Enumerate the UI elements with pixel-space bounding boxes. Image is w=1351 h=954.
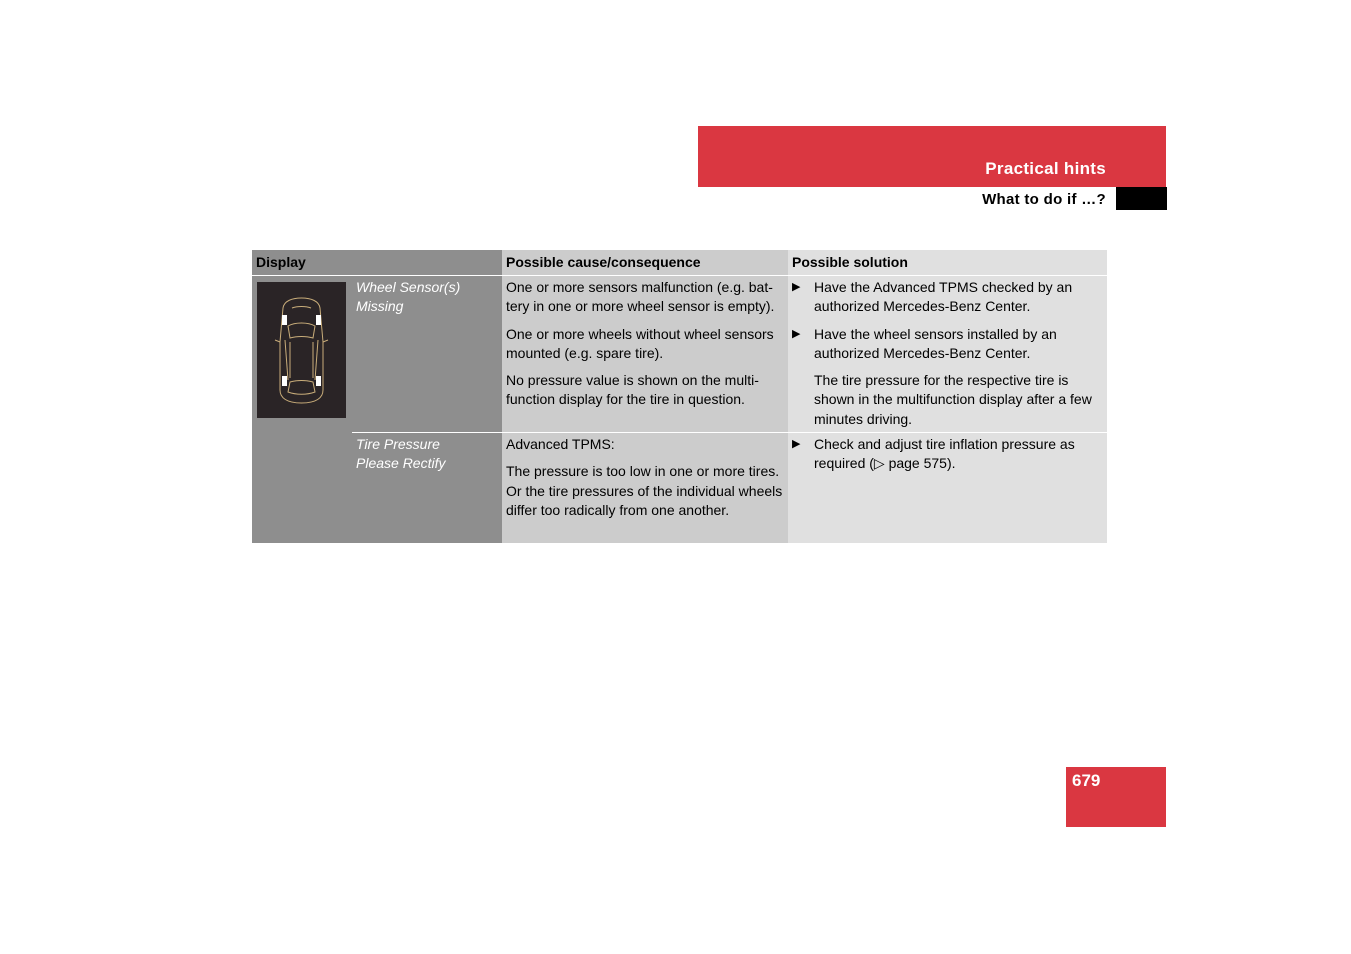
- solution-item: ▶ Have the Advanced TPMS checked by an authorized Mercedes-Benz Center.: [792, 278, 1101, 317]
- cause-cell: [502, 276, 788, 432]
- table-row: [352, 276, 1107, 432]
- arrow-icon: ▶: [792, 438, 801, 450]
- solution-cell: [788, 276, 1107, 432]
- display-message: Tire Pressure Please Rectify: [352, 432, 502, 543]
- solution-cell: [788, 433, 1107, 543]
- header-cause: Possible cause/consequence: [502, 250, 788, 275]
- section-title: Practical hints: [985, 159, 1106, 178]
- chapter-tab: [1116, 187, 1167, 210]
- page-number-box: [1066, 767, 1166, 827]
- display-image-cell: [252, 276, 352, 543]
- table-row: [352, 432, 1107, 543]
- display-screen: [257, 282, 346, 418]
- cause-cell: [502, 433, 788, 543]
- display-message: Wheel Sensor(s) Missing: [352, 276, 502, 432]
- cause-text: One or more wheels without wheel sensors mounted (e.g. spare tire).: [506, 325, 774, 361]
- solution-note: The tire pressure for the respective tire is shown in the multifunction display after a few minutes driving.: [814, 372, 1092, 427]
- cause-text: The pressure is too low in one or more tires. Or the tire pressures of the individual wheels differ too radically from one another.: [506, 463, 783, 518]
- cause-text: No pressure value is shown on the multi-function display for the tire in question.: [506, 372, 759, 408]
- table-rows: [352, 276, 1107, 543]
- car-top-view-icon: [257, 282, 346, 418]
- arrow-icon: ▶: [792, 327, 801, 340]
- cause-text: Advanced TPMS:: [506, 436, 615, 452]
- table-body: [252, 275, 1107, 543]
- arrow-icon: ▶: [792, 281, 801, 293]
- table-header: [252, 250, 1107, 275]
- subsection-title: What to do if …?: [982, 191, 1106, 208]
- cause-text: One or more sensors malfunction (e.g. bat-tery in one or more wheel sensor is empty).: [506, 279, 775, 315]
- page-number: 679: [1072, 771, 1101, 790]
- header-display: Display: [252, 250, 502, 275]
- troubleshooting-table: [252, 250, 1107, 543]
- solution-item: ▶ Check and adjust tire inflation pressure as required (▷ page 575).: [792, 435, 1101, 474]
- header-solution: Possible solution: [788, 250, 1107, 275]
- solution-item: ▶ Have the wheel sensors installed by an authorized Mercedes-Benz Center.: [792, 325, 1101, 364]
